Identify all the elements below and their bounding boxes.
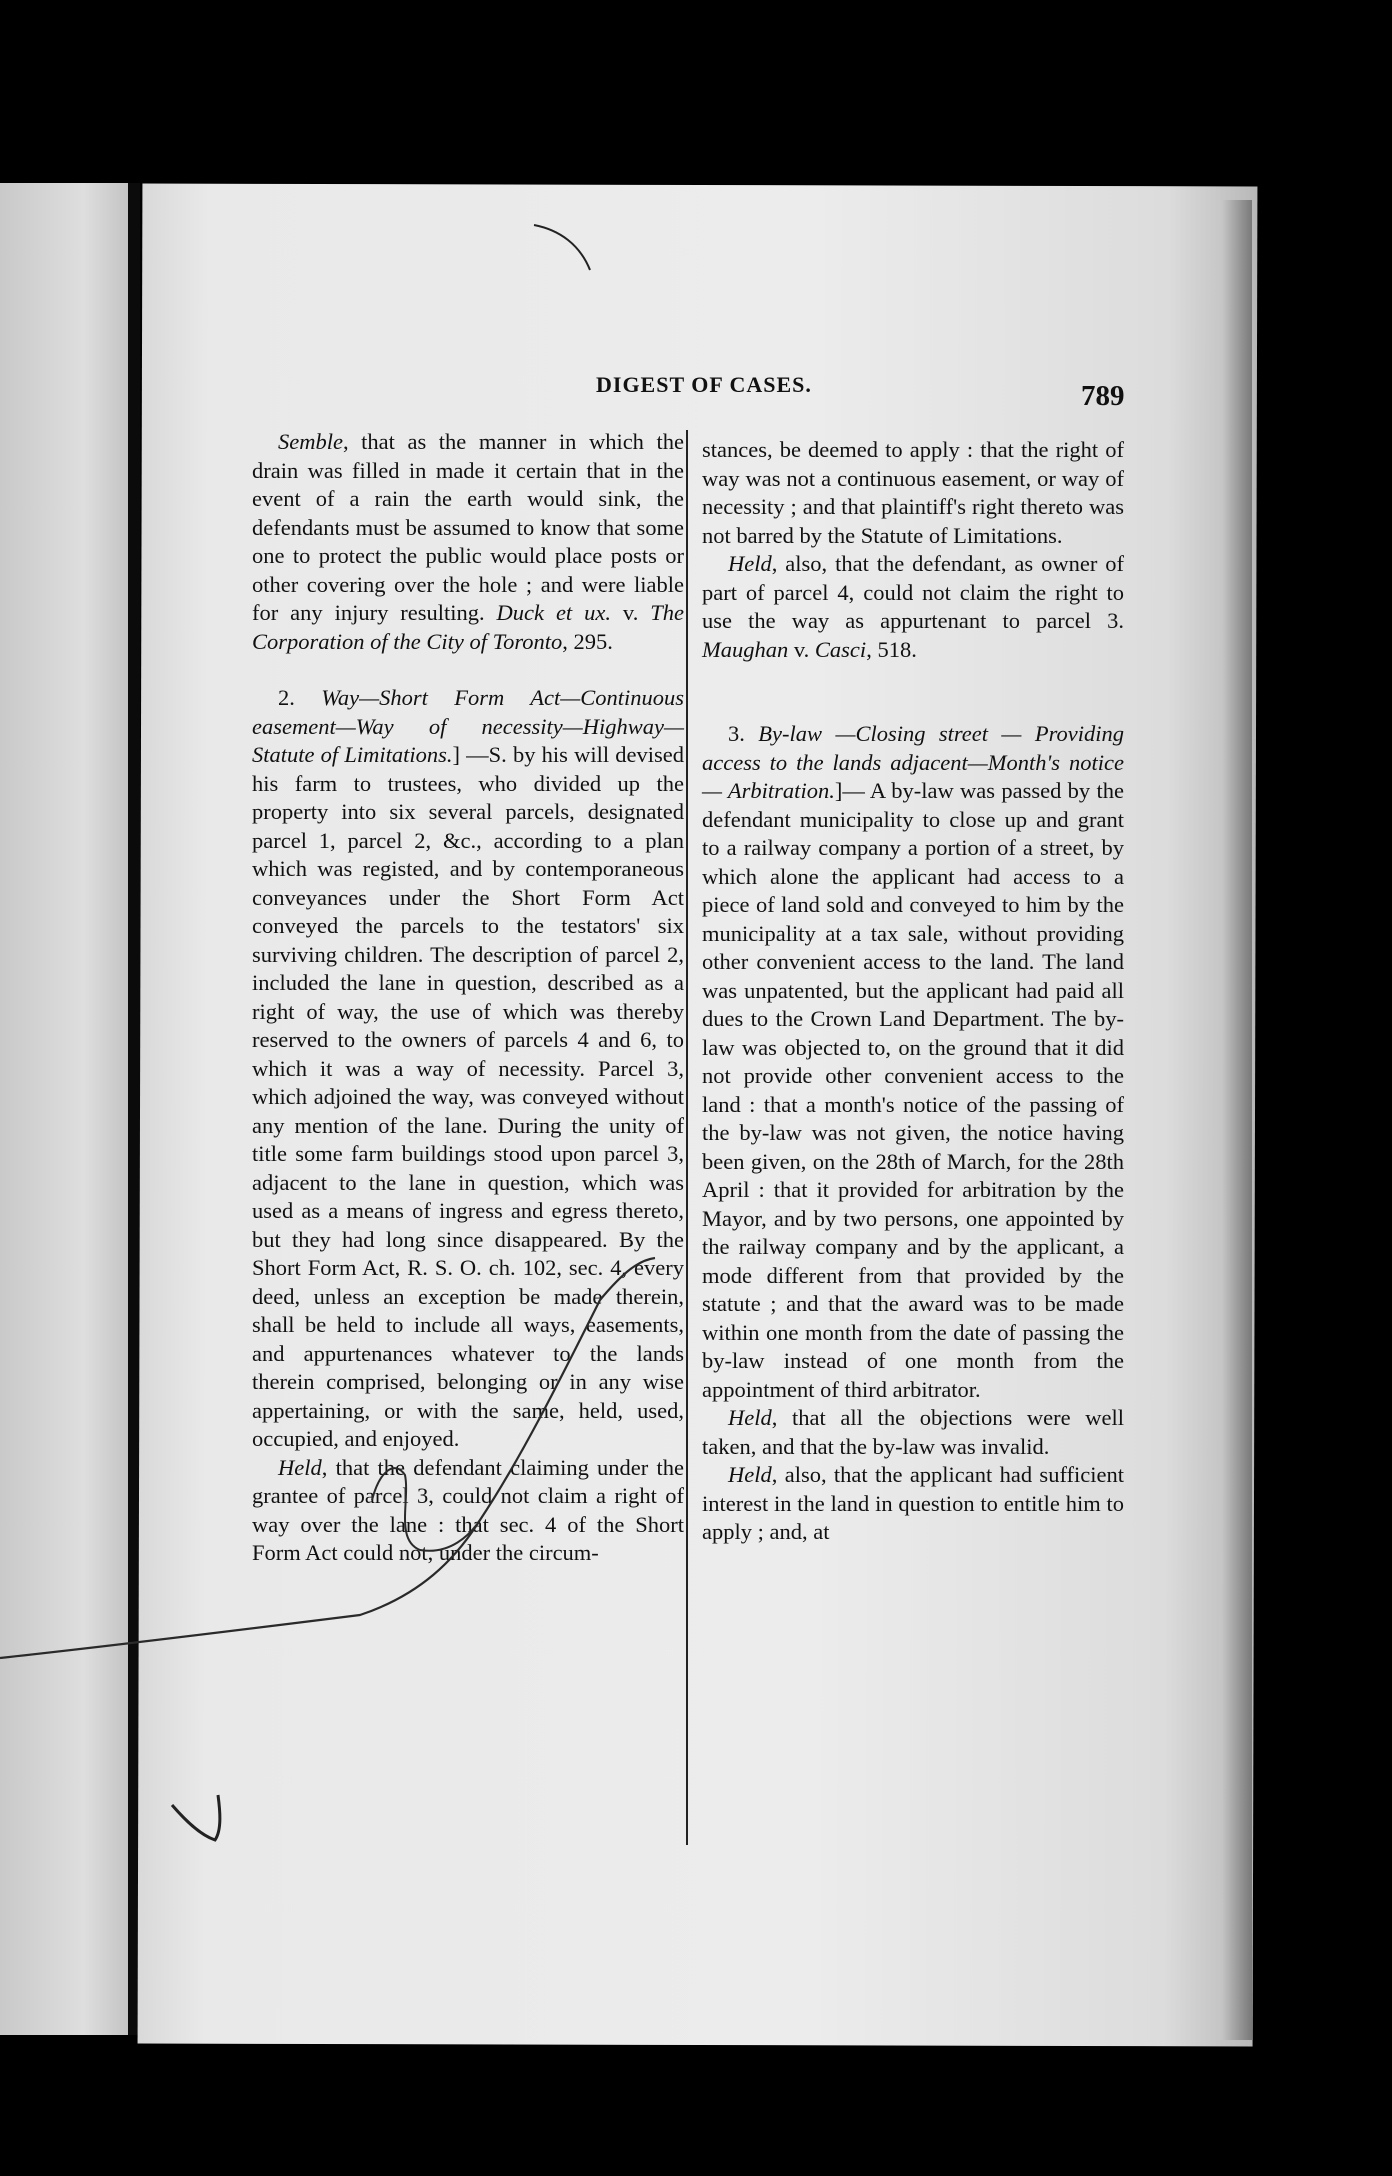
paragraph-way: 2. Way—Short Form Act—Continuous easement—Way of necessity—Highway—Statute of Limitations.] —S. by his will devised his farm to trustees, who divided up the property into six several parcels, designated parcel 1, parcel 2, &c., according to a plan which was registed, and by contemporaneous conveyances under the Short Form Act conveyed the parcels to the testators' six surviving children. The description of parcel 2, included the lane in question, described as a right of way, the use of which was thereby reserved to the owners of parcels 4 and 6, to which it was a way of necessity. Parcel 3, which adjoined the way, was conveyed without any mention of the lane. During the unity of title some farm buildings stood upon parcel 3, adjacent to the lane in question, which was used as a means of ingress and egress thereto, but they had long since disappeared. By the Short Form Act, R. S. O. ch. 102, sec. 4, every deed, unless an exception be made therein, shall be held to include all ways, easements, and appurtenances whatever to the lands therein comprised, belonging or in any wise appertaining, or with the same, held, used, occupied, and enjoyed. [252, 685, 685, 1451]
headnote-heading: Way—Short Form Act—Continuous easement—Way of necessity—Highway—Statute of Limitations. [252, 685, 685, 767]
running-head: DIGEST OF CASES. [596, 372, 812, 397]
semble-term: Semble [278, 429, 343, 454]
held-term: Held [728, 1462, 772, 1487]
page-edge-shadow [1222, 200, 1252, 2040]
previous-page-edge [0, 183, 140, 2035]
paragraph-held: Held, that all the objections were well taken, and that the by-law was invalid. [702, 1405, 1124, 1459]
headnote-heading: By-law —Closing street — Providing access to the lands adjacent—Month's notice — Arbitration. [702, 721, 1125, 803]
right-column [702, 436, 1124, 1547]
left-column [252, 428, 684, 1568]
case-name: Duck et ux. [496, 600, 611, 625]
paragraph-semble: Semble, that as the manner in which the drain was filled in made it certain that in the event of a rain the earth would sink, the defendants must be assumed to know that some one to protect the public would place posts or other covering over the hole ; and were liable for any injury resulting. Duck et ux. v. The Corporation of the City of Toronto, 295. [252, 429, 684, 654]
column-rule [686, 430, 688, 1845]
case-name: Casci [814, 636, 867, 662]
case-name: The Corporation of the City of Toronto [252, 600, 684, 654]
paragraph-held-also: Held, also, that the defendant, as owner of part of parcel 4, could not claim the right to use the way as appurtenant to parcel 3. Maughan v. Casci, 518. [702, 551, 1124, 662]
paragraph-bylaw: 3. By-law —Closing street — Providing access to the lands adjacent—Month's notice — Arbitration.]— A by-law was passed by the defendant municipality to close up and grant to a railway company a portion of a street, by which alone the applicant had access to a piece of land sold and conveyed to him by the municipality at a tax sale, without providing other convenient access to the land. The land was unpatented, but the applicant had paid all dues to the Crown Land Department. The by-law was objected to, on the ground that it did not provide other convenient access to the land : that a month's notice of the passing of the by-law was not given, the notice having been given, on the 28th of March, for the 28th April : that it provided for arbitration by the Mayor, and by two persons, one appointed by the railway company and by the applicant, a mode different from that provided by the statute ; and that the award was to be made within one month from the date of passing the by-law instead of one month from the appointment of third arbitrator. [702, 721, 1125, 1402]
paragraph-continued: stances, be deemed to apply : that the right of way was not a continuous easement, or way of necessity ; and that plaintiff's right thereto was not barred by the Statute of Limitations. [702, 437, 1124, 548]
held-term: Held [728, 1405, 772, 1430]
page-number: 789 [1081, 380, 1125, 412]
held-term: Held [278, 1454, 322, 1480]
paragraph-held-also: Held, also, that the applicant had sufficient interest in the land in question to entitle him to apply ; and, at [702, 1462, 1124, 1544]
paragraph-held: Held, that the defendant claiming under the grantee of parcel 3, could not claim a right of way over the lane : that sec. 4 of the Short Form Act could not, under the circum- [252, 1454, 684, 1565]
case-name: Maughan [702, 636, 789, 662]
held-term: Held [728, 551, 772, 576]
